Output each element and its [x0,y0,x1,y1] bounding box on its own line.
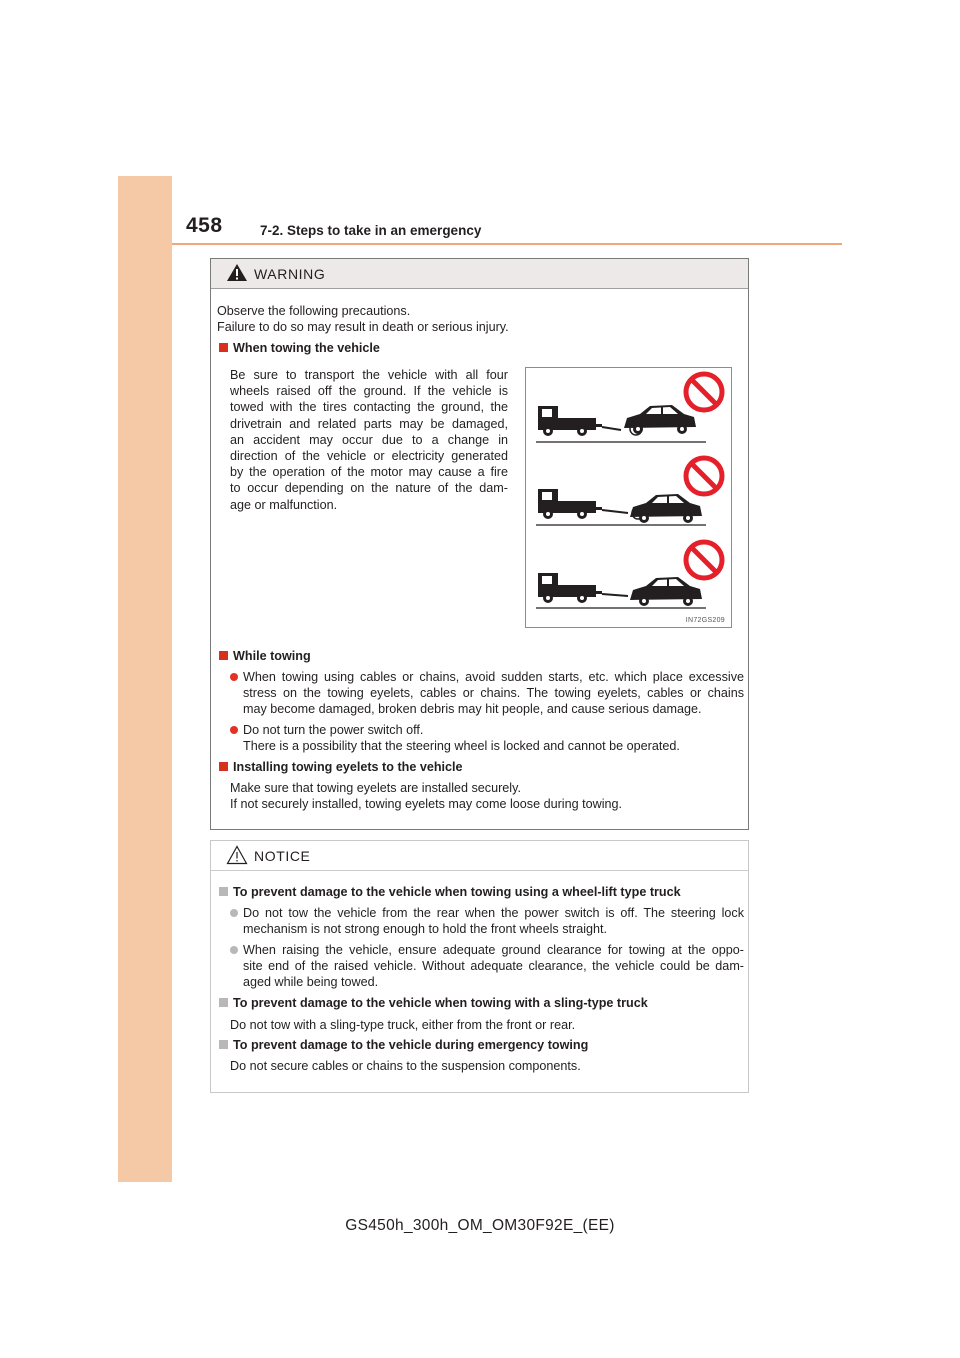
eyelets-heading [219,759,463,775]
warning-triangle-icon [226,263,248,282]
towing-scene-2 [536,458,722,525]
section-marker [219,887,228,896]
towing-heading [219,340,380,356]
warning-intro-2: Failure to do so may result in death or serious injury. [217,320,509,334]
prohibited-icon [686,458,722,494]
bullet-dot [230,909,238,917]
sling-heading [219,995,648,1011]
towing-line: by the operation of the motor may cause a fire [230,465,508,480]
notice-label: NOTICE [254,848,311,864]
towing-line: Be sure to transport the vehicle with all four [230,368,508,382]
header-rule [172,243,842,245]
while-towing-heading [219,648,311,664]
wheel-lift-heading [219,884,681,900]
section-marker [219,1040,228,1049]
emergency-heading-label: To prevent damage to the vehicle during emergency towing [233,1038,589,1052]
prohibited-icon [686,542,722,578]
warning-label: WARNING [254,266,326,282]
section-marker [219,762,228,771]
wheel-lift-bullet-1 [230,905,744,937]
towing-line: direction of the vehicle or electricity generated [230,449,508,464]
notice-triangle-icon [226,845,248,865]
while-towing-heading-label: While towing [233,649,311,663]
wheel-lift-bullet-2 [230,942,744,991]
bullet-line: When raising the vehicle, ensure adequate ground clearance for towing at the oppo- [243,943,744,957]
prohibited-icon [686,374,722,410]
model-code-footer: GS450h_300h_OM_OM30F92E_(EE) [345,1217,615,1234]
page-number: 458 [186,214,223,237]
bullet-dot [230,946,238,954]
side-tab-band [118,176,172,1182]
bullet-dot [230,726,238,734]
figure-code: IN72GS209 [685,617,725,624]
while-towing-bullet-1 [230,669,744,718]
wheel-lift-heading-label: To prevent damage to the vehicle when towing using a wheel-lift type truck [233,885,681,899]
bullet-line: mechanism is not strong enough to hold the front wheels straight. [243,922,608,937]
towing-line: an accident may occur due to a change in [230,432,508,447]
towing-heading-label: When towing the vehicle [233,341,380,355]
section-marker [219,343,228,352]
towing-diagram [526,368,731,627]
bullet-line: Do not tow the vehicle from the rear when the power switch is off. The steering lock [243,906,744,920]
towing-scene-1 [536,374,722,442]
bullet-line: When towing using cables or chains, avoid sudden starts, etc. which place excessive [243,670,744,684]
sling-heading-label: To prevent damage to the vehicle when towing with a sling-type truck [233,996,648,1010]
towing-scene-3 [536,542,722,608]
sling-text: Do not tow with a sling-type truck, either from the front or rear. [230,1018,576,1032]
bullet-line: There is a possibility that the steering wheel is locked and cannot be operated. [243,739,680,754]
bullet-dot [230,673,238,681]
section-title: 7-2. Steps to take in an emergency [260,223,482,238]
warning-box [210,258,749,830]
bullet-line: may become damaged, broken debris may hit people, and cause serious damage. [243,702,702,717]
bullet-line: aged while being towed. [243,975,379,990]
towing-illustration [525,367,732,628]
warning-header [211,259,748,289]
eyelets-text-1: Make sure that towing eyelets are installed securely. [230,781,521,795]
notice-header [211,841,748,871]
section-marker [219,651,228,660]
bullet-line: Do not turn the power switch off. [243,723,424,737]
towing-paragraph [230,367,508,513]
emergency-heading [219,1037,588,1053]
bullet-line: stress on the towing eyelets, cables or chains. The towing eyelets, cables or chains [243,686,744,701]
towing-line: to occur depending on the nature of the dam- [230,481,508,496]
warning-intro-1: Observe the following precautions. [217,304,411,318]
towing-line: drivetrain and related parts may be damaged, [230,416,508,431]
emergency-text: Do not secure cables or chains to the suspension components. [230,1059,581,1073]
towing-line: towed with the tires contacting the ground, the [230,400,508,415]
notice-box [210,840,749,1093]
while-towing-bullet-2 [230,722,744,754]
towing-line: age or malfunction. [230,497,338,512]
eyelets-heading-label: Installing towing eyelets to the vehicle [233,760,463,774]
eyelets-text-2: If not securely installed, towing eyelets may come loose during towing. [230,797,623,811]
towing-line: wheels raised off the ground. If the vehicle is [230,384,508,399]
section-marker [219,998,228,1007]
bullet-line: site end of the raised vehicle. Without adequate clearance, the vehicle could be dam- [243,959,744,974]
